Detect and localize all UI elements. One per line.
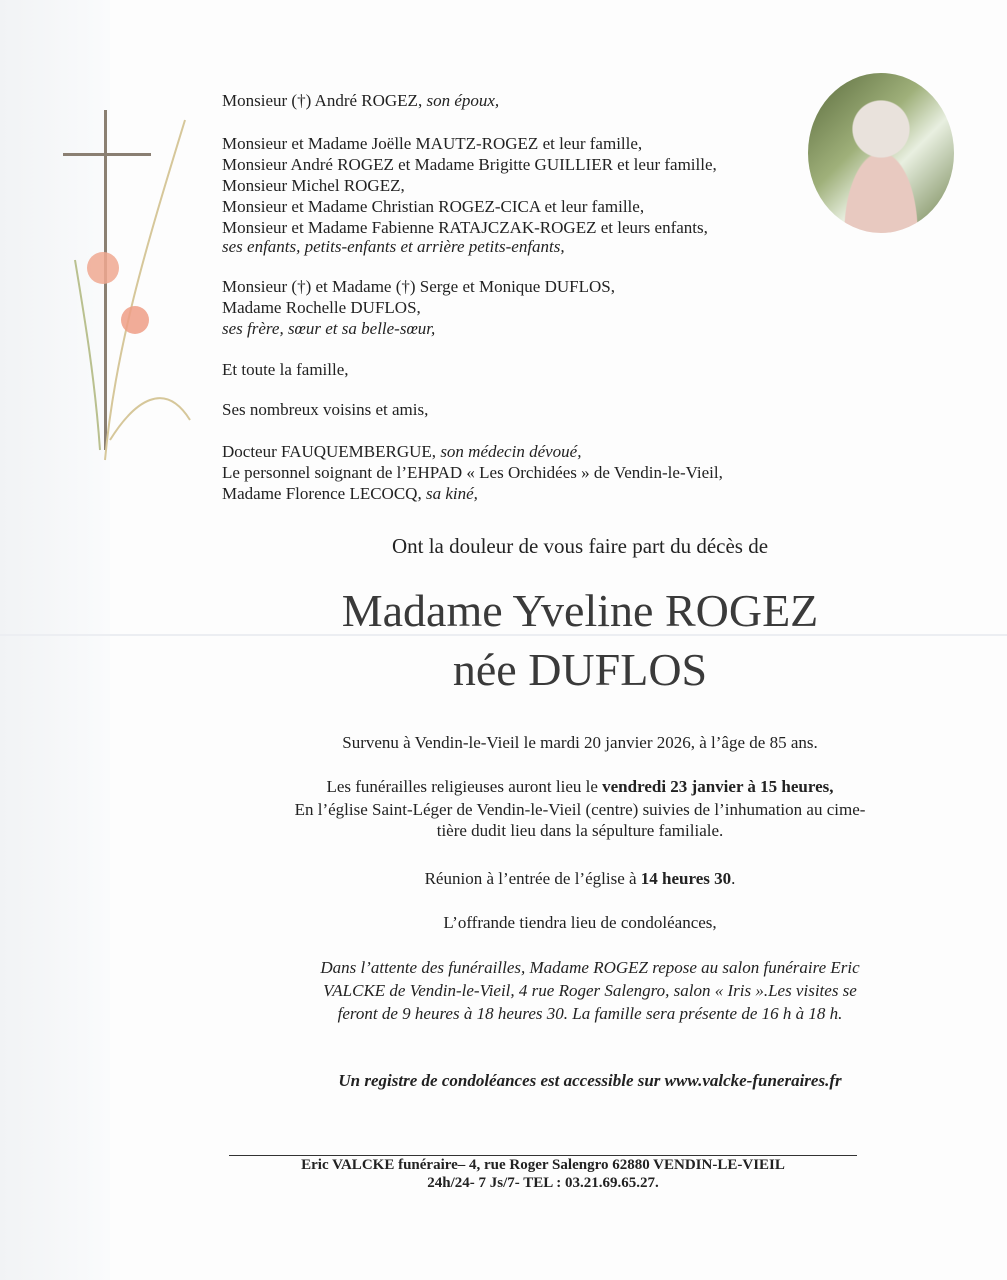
- poppy-icon: [121, 306, 149, 334]
- neighbours-line: Ses nombreux voisins et amis,: [222, 400, 429, 419]
- spouse-line: Monsieur (†) André ROGEZ, son époux,: [222, 91, 500, 110]
- wake-line: Dans l’attente des funérailles, Madame ROGEZ repose au salon funéraire Eric: [320, 958, 860, 977]
- wake-line: feront de 9 heures à 18 heures 30. La famille sera présente de 16 h à 18 h.: [337, 1004, 843, 1023]
- kine-line: Madame Florence LECOCQ, sa kiné,: [222, 484, 478, 503]
- registry-line: Un registre de condoléances est accessible sur www.valcke-funeraires.fr: [338, 1071, 842, 1090]
- wake-line: VALCKE de Vendin-le-Vieil, 4 rue Roger Salengro, salon « Iris ».Les visites se: [323, 981, 857, 1000]
- siblings-caption: ses frère, sœur et sa belle-sœur,: [222, 319, 436, 338]
- children-caption: ses enfants, petits-enfants et arrière petits-enfants,: [222, 237, 565, 256]
- footer-address: Eric VALCKE funéraire– 4, rue Roger Salengro 62880 VENDIN-LE-VIEIL: [301, 1157, 785, 1173]
- ehpad-line: Le personnel soignant de l’EHPAD « Les Orchidées » de Vendin-le-Vieil,: [222, 463, 723, 482]
- child-line: Monsieur Michel ROGEZ,: [222, 176, 405, 195]
- sibling-line: Monsieur (†) et Madame (†) Serge et Monique DUFLOS,: [222, 277, 615, 296]
- cross-and-poppies-illustration: [55, 100, 205, 470]
- poppy-icon: [87, 252, 119, 284]
- announcement-intro: Ont la douleur de vous faire part du décès de: [391, 534, 769, 558]
- footer-contact: 24h/24- 7 Js/7- TEL : 03.21.69.65.27.: [427, 1175, 659, 1191]
- portrait-photo: [808, 73, 954, 233]
- child-line: Monsieur et Madame Joëlle MAUTZ-ROGEZ et leur famille,: [222, 134, 643, 153]
- death-notice: Survenu à Vendin-le-Vieil le mardi 20 janvier 2026, à l’âge de 85 ans.: [342, 733, 818, 752]
- maiden-name: née DUFLOS: [452, 644, 708, 695]
- meeting-line: Réunion à l’entrée de l’église à 14 heures 30.: [424, 869, 736, 888]
- offering-line: L’offrande tiendra lieu de condoléances,: [443, 913, 717, 932]
- child-line: Monsieur et Madame Fabienne RATAJCZAK-ROGEZ et leurs enfants,: [222, 218, 708, 237]
- all-family-line: Et toute la famille,: [222, 360, 349, 379]
- sibling-line: Madame Rochelle DUFLOS,: [222, 298, 421, 317]
- doctor-line: Docteur FAUQUEMBERGUE, son médecin dévoué,: [222, 442, 582, 461]
- funeral-line: En l’église Saint-Léger de Vendin-le-Vieil (centre) suivies de l’inhumation au cime-: [294, 800, 866, 819]
- funeral-line: Les funérailles religieuses auront lieu le vendredi 23 janvier à 15 heures,: [326, 777, 834, 796]
- deceased-name: Madame Yveline ROGEZ: [341, 585, 819, 636]
- funeral-line: tière dudit lieu dans la sépulture familiale.: [436, 821, 724, 840]
- child-line: Monsieur André ROGEZ et Madame Brigitte GUILLIER et leur famille,: [222, 155, 717, 174]
- child-line: Monsieur et Madame Christian ROGEZ-CICA et leur famille,: [222, 197, 645, 216]
